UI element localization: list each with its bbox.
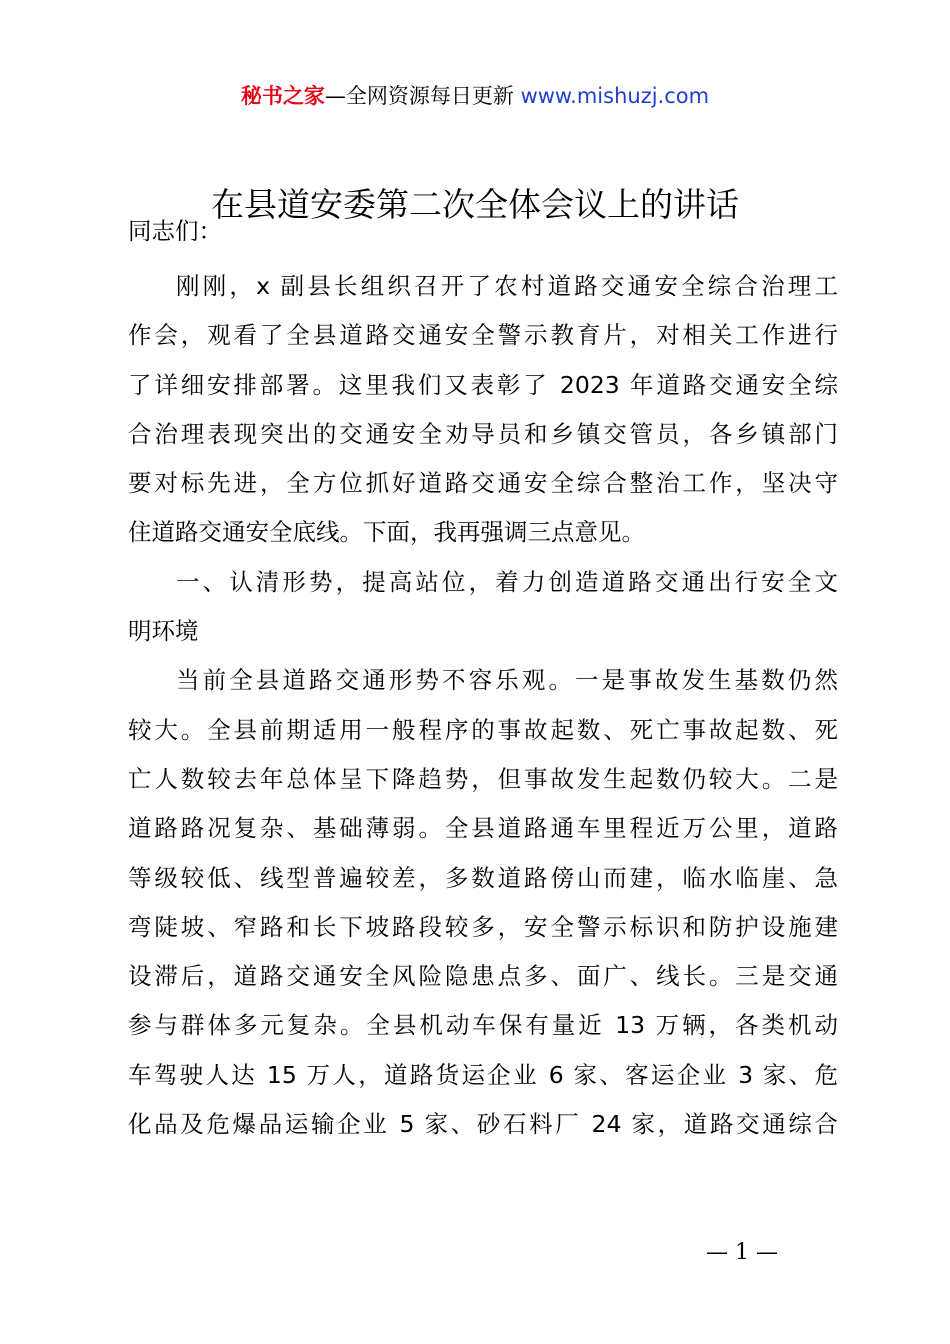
paragraph-line: 较大。全县前期适用一般程序的事故起数、死亡事故起数、死 [128,715,838,744]
site-url-link[interactable]: www.mishuzj.com [520,84,710,108]
paragraph-line: 了详细安排部署。这里我们又表彰了 2023 年道路交通安全综 [128,370,838,399]
paragraph-line: 化品及危爆品运输企业 5 家、砂石料厂 24 家，道路交通综合 [128,1110,838,1139]
site-header [0,80,950,112]
paragraph-line: 弯陡坡、窄路和长下坡路段较多，安全警示标识和防护设施建 [128,912,838,941]
paragraph-line: 住道路交通安全底线。下面，我再强调三点意见。 [128,518,645,547]
paragraph-line: 作会，观看了全县道路交通安全警示教育片，对相关工作进行 [128,321,838,350]
paragraph-line: 当前全县道路交通形势不容乐观。一是事故发生基数仍然 [176,666,838,695]
paragraph-line: 合治理表现突出的交通安全劝导员和乡镇交管员，各乡镇部门 [128,419,838,448]
paragraph-line: 等级较低、线型普遍较差，多数道路傍山而建，临水临崖、急 [128,863,838,892]
paragraph-line: 道路路况复杂、基础薄弱。全县道路通车里程近万公里，道路 [128,814,838,843]
section-heading-line: 一、认清形势，提高站位，着力创造道路交通出行安全文 [176,567,838,596]
document-body [128,213,838,1149]
paragraph-line: 设滞后，道路交通安全风险隐患点多、面广、线长。三是交通 [128,962,838,991]
paragraph-line: 刚刚，x 副县长组织召开了农村道路交通安全综合治理工 [176,272,838,300]
section-heading-line: 明环境 [128,617,199,646]
site-brand: 秘书之家 [240,84,325,108]
paragraph-line: 车驾驶人达 15 万人，道路货运企业 6 家、客运企业 3 家、危 [128,1060,838,1089]
document-title: 在县道安委第二次全体会议上的讲话 [211,185,739,224]
paragraph-line: 参与群体多元复杂。全县机动车保有量近 13 万辆，各类机动 [128,1011,838,1040]
paragraph-line: 亡人数较去年总体呈下降趋势，但事故发生起数仍较大。二是 [128,764,838,793]
page-number: — 1 — [706,1240,778,1265]
salutation: 同志们： [128,217,222,245]
site-slogan: —全网资源每日更新 [324,84,521,108]
paragraph-line: 要对标先进，全方位抓好道路交通安全综合整治工作，坚决守 [128,469,838,498]
